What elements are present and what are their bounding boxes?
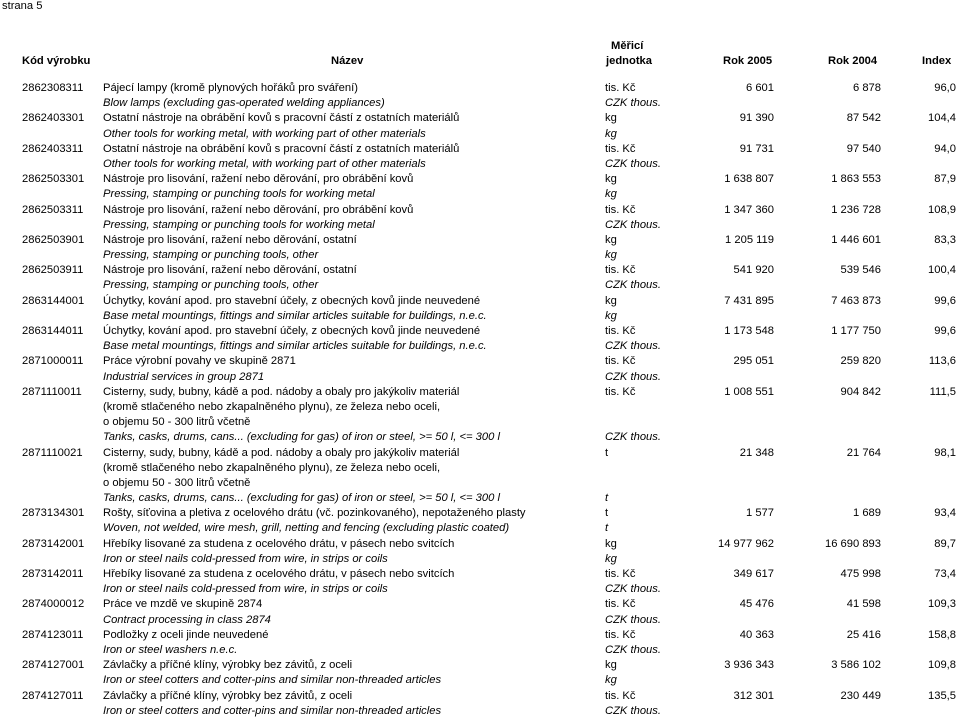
unit-cz: tis. Kč	[605, 355, 636, 368]
unit-cz: tis. Kč	[605, 598, 636, 611]
table-row	[0, 385, 960, 446]
unit-cz: t	[605, 507, 609, 520]
unit-en: kg	[605, 249, 617, 262]
table-row	[0, 172, 960, 202]
unit-cz: tis. Kč	[605, 264, 636, 277]
unit-en: kg	[605, 552, 617, 565]
name-cz: Nástroje pro lisování, ražení nebo děrování, pro obrábění kovů	[103, 173, 414, 186]
row-line	[0, 582, 960, 597]
row-line	[0, 689, 960, 704]
index-value: 109,8	[928, 659, 956, 672]
row-line	[0, 385, 960, 400]
row-line	[0, 613, 960, 628]
name-en: Contract processing in class 2874	[103, 613, 271, 626]
table-row	[0, 324, 960, 354]
header-rok-2004: Rok 2004	[828, 55, 878, 67]
name-cz: Nástroje pro lisování, ražení nebo děrování, ostatní	[103, 264, 357, 277]
unit-en: t	[605, 522, 609, 535]
value-2004: 7 463 873	[831, 294, 881, 307]
product-code: 2873142001	[22, 537, 85, 550]
row-line	[0, 157, 960, 172]
row-line	[0, 597, 960, 612]
index-value: 99,6	[934, 294, 956, 307]
value-2004: 259 820	[840, 355, 881, 368]
row-line	[0, 111, 960, 126]
row-line	[0, 354, 960, 369]
unit-cz: tis. Kč	[605, 568, 636, 580]
value-2004: 1 446 601	[831, 233, 881, 246]
name-cz: Cisterny, sudy, bubny, kádě a pod. nádoby a obaly pro jakýkoliv materiál	[103, 446, 460, 459]
row-line	[0, 96, 960, 111]
unit-cz: kg	[605, 112, 617, 125]
value-2005: 1 173 548	[724, 325, 774, 337]
table-row	[0, 628, 960, 658]
name-en: Woven, not welded, wire mesh, grill, netting and fencing (excluding plastic coated)	[103, 522, 510, 535]
page-label: strana 5	[2, 0, 43, 12]
value-2004: 16 690 893	[825, 537, 881, 550]
row-line	[0, 218, 960, 233]
name-cz: Hřebíky lisované za studena z ocelového drátu, v pásech nebo svitcích	[103, 537, 455, 550]
row-line	[0, 415, 960, 430]
name-en: Base metal mountings, fittings and similar articles suitable for buildings, n.e.c.	[103, 340, 487, 353]
unit-cz: kg	[605, 173, 617, 186]
table-row	[0, 567, 960, 597]
row-line	[0, 643, 960, 658]
value-2004: 230 449	[840, 689, 881, 702]
product-code: 2873134301	[22, 507, 85, 520]
name-en: Tanks, casks, drums, cans... (excluding for gas) of iron or steel, >= 50 l, <= 300 l	[103, 492, 500, 505]
name-cz: (kromě stlačeného nebo zkapalněného plynu), ze železa nebo oceli,	[103, 400, 441, 413]
index-value: 99,6	[934, 325, 956, 337]
name-cz: Úchytky, kování apod. pro stavební účely, z obecných kovů jinde neuvedené	[103, 325, 481, 337]
name-en: Iron or steel nails cold-pressed from wire, in strips or coils	[103, 552, 388, 565]
unit-en: CZK thous.	[605, 431, 661, 444]
product-code: 2862503311	[22, 203, 84, 216]
table-row	[0, 446, 960, 507]
index-value: 113,6	[928, 355, 956, 368]
index-value: 87,9	[934, 173, 956, 186]
name-cz: Závlačky a příčné klíny, výrobky bez závitů, z oceli	[103, 659, 353, 672]
unit-en: CZK thous.	[605, 583, 661, 596]
unit-cz: t	[605, 446, 609, 459]
name-cz: Práce ve mzdě ve skupině 2874	[103, 598, 263, 611]
product-code: 2871110021	[22, 446, 83, 459]
index-value: 100,4	[928, 264, 956, 277]
unit-en: CZK thous.	[605, 643, 661, 656]
row-line	[0, 203, 960, 218]
table-row	[0, 111, 960, 141]
unit-en: CZK thous.	[605, 704, 661, 717]
value-2005: 1 577	[746, 507, 774, 520]
value-2004: 87 542	[846, 112, 881, 125]
index-value: 111,5	[929, 385, 956, 398]
unit-cz: tis. Kč	[605, 385, 636, 398]
value-2005: 91 731	[739, 142, 774, 155]
name-cz: Ostatní nástroje na obrábění kovů s pracovní částí z ostatních materiálů	[103, 112, 460, 125]
unit-cz: kg	[605, 659, 617, 672]
value-2004: 475 998	[840, 568, 881, 580]
header-rok-2005: Rok 2005	[723, 55, 773, 67]
index-value: 104,4	[928, 112, 956, 125]
value-2005: 14 977 962	[718, 537, 774, 550]
value-2004: 904 842	[840, 385, 881, 398]
unit-cz: kg	[605, 294, 617, 307]
name-en: Iron or steel cotters and cotter-pins and similar non-threaded articles	[103, 704, 442, 717]
row-line	[0, 506, 960, 521]
name-cz: Nástroje pro lisování, ražení nebo děrování, pro obrábění kovů	[103, 203, 414, 216]
value-2005: 295 051	[733, 355, 774, 368]
product-code: 2874123011	[22, 628, 84, 641]
value-2005: 541 920	[733, 264, 774, 277]
unit-cz: tis. Kč	[605, 82, 636, 94]
name-en: Base metal mountings, fittings and similar articles suitable for buildings, n.e.c.	[103, 309, 487, 322]
value-2004: 1 689	[853, 507, 881, 520]
unit-cz: tis. Kč	[605, 203, 636, 216]
name-en: Iron or steel cotters and cotter-pins and similar non-threaded articles	[103, 674, 442, 687]
value-2004: 539 546	[840, 264, 881, 277]
name-cz: (kromě stlačeného nebo zkapalněného plynu), ze železa nebo oceli,	[103, 461, 441, 474]
index-value: 96,0	[934, 82, 956, 94]
table-row	[0, 506, 960, 536]
header-index: Index	[922, 55, 952, 67]
name-en: Blow lamps (excluding gas-operated welding appliances)	[103, 97, 385, 110]
value-2005: 312 301	[733, 689, 774, 702]
value-2004: 3 586 102	[831, 659, 881, 672]
row-line	[0, 446, 960, 461]
row-line	[0, 233, 960, 248]
header-code: Kód výrobku	[22, 55, 91, 67]
name-en: Pressing, stamping or punching tools for working metal	[103, 218, 375, 231]
value-2005: 45 476	[739, 598, 774, 611]
row-line	[0, 628, 960, 643]
name-cz: Cisterny, sudy, bubny, kádě a pod. nádoby a obaly pro jakýkoliv materiál	[103, 385, 460, 398]
value-2004: 41 598	[846, 598, 881, 611]
name-en: Pressing, stamping or punching tools, other	[103, 279, 319, 292]
unit-en: CZK thous.	[605, 218, 661, 231]
value-2005: 349 617	[733, 568, 774, 580]
row-line	[0, 461, 960, 476]
name-en: Iron or steel washers n.e.c.	[103, 643, 238, 656]
index-value: 109,3	[928, 598, 956, 611]
index-value: 83,3	[934, 233, 956, 246]
name-en: Tanks, casks, drums, cans... (excluding for gas) of iron or steel, >= 50 l, <= 300 l	[103, 431, 500, 444]
product-code: 2862503911	[22, 264, 84, 277]
row-line	[0, 187, 960, 202]
name-cz: Nástroje pro lisování, ražení nebo děrování, ostatní	[103, 233, 357, 246]
value-2005: 7 431 895	[724, 294, 774, 307]
row-line	[0, 476, 960, 491]
unit-cz: tis. Kč	[605, 628, 636, 641]
value-2004: 97 540	[846, 142, 881, 155]
row-line	[0, 324, 960, 339]
table-row	[0, 81, 960, 111]
value-2005: 1 638 807	[724, 173, 774, 186]
name-en: Pressing, stamping or punching tools for working metal	[103, 188, 375, 201]
row-line	[0, 263, 960, 278]
table-row	[0, 597, 960, 627]
value-2004: 25 416	[846, 628, 881, 641]
table-row	[0, 263, 960, 293]
name-cz: Rošty, síťovina a pletiva z ocelového drátu (vč. pozinkovaného), nepotaženého plasty	[103, 507, 526, 520]
row-line	[0, 552, 960, 567]
table-row	[0, 233, 960, 263]
value-2005: 1 205 119	[725, 233, 774, 246]
unit-en: CZK thous.	[605, 97, 661, 110]
unit-en: kg	[605, 188, 617, 201]
name-cz: Úchytky, kování apod. pro stavební účely, z obecných kovů jinde neuvedené	[103, 294, 481, 307]
name-en: Industrial services in group 2871	[103, 370, 265, 383]
index-value: 158,8	[928, 628, 956, 641]
name-cz: o objemu 50 - 300 litrů včetně	[103, 416, 251, 429]
name-cz: Ostatní nástroje na obrábění kovů s pracovní částí z ostatních materiálů	[103, 142, 460, 155]
name-en: Other tools for working metal, with working part of other materials	[103, 127, 426, 140]
row-line	[0, 370, 960, 385]
row-line	[0, 430, 960, 445]
name-cz: Pájecí lampy (kromě plynových hořáků pro sváření)	[103, 82, 358, 94]
index-value: 135,5	[928, 689, 956, 702]
product-code: 2863144011	[22, 325, 84, 337]
name-cz: o objemu 50 - 300 litrů včetně	[103, 476, 251, 489]
row-line	[0, 81, 960, 96]
row-line	[0, 521, 960, 536]
product-code: 2871110011	[22, 385, 82, 398]
value-2005: 21 348	[739, 446, 774, 459]
unit-en: kg	[605, 309, 617, 322]
value-2005: 3 936 343	[724, 659, 774, 672]
index-value: 93,4	[934, 507, 956, 520]
index-value: 98,1	[934, 446, 956, 459]
name-cz: Podložky z oceli jinde neuvedené	[103, 628, 269, 641]
row-line	[0, 400, 960, 415]
value-2005: 1 008 551	[724, 385, 774, 398]
value-2004: 21 764	[846, 446, 881, 459]
unit-en: CZK thous.	[605, 157, 661, 170]
unit-en: CZK thous.	[605, 340, 661, 353]
row-line	[0, 172, 960, 187]
table-body	[0, 81, 960, 719]
unit-en: CZK thous.	[605, 370, 661, 383]
product-code: 2862308311	[22, 82, 84, 94]
product-code: 2874127001	[22, 659, 85, 672]
value-2005: 6 601	[746, 82, 774, 94]
table-row	[0, 354, 960, 384]
table-row	[0, 203, 960, 233]
name-en: Iron or steel nails cold-pressed from wire, in strips or coils	[103, 583, 388, 596]
value-2005: 91 390	[739, 112, 774, 125]
unit-en: CZK thous.	[605, 613, 661, 626]
index-value: 94,0	[934, 142, 956, 155]
name-cz: Hřebíky lisované za studena z ocelového drátu, v pásech nebo svitcích	[103, 568, 455, 580]
product-code: 2874127011	[22, 689, 84, 702]
value-2004: 1 236 728	[831, 203, 881, 216]
row-line	[0, 339, 960, 354]
index-value: 73,4	[934, 568, 956, 580]
product-code: 2862403301	[22, 112, 85, 125]
unit-cz: kg	[605, 537, 617, 550]
product-code: 2871000011	[22, 355, 84, 368]
name-en: Other tools for working metal, with working part of other materials	[103, 157, 426, 170]
value-2005: 1 347 360	[724, 203, 774, 216]
row-line	[0, 567, 960, 582]
name-cz: Závlačky a příčné klíny, výrobky bez závitů, z oceli	[103, 689, 353, 702]
value-2004: 6 878	[853, 82, 881, 94]
product-code: 2862503901	[22, 233, 85, 246]
product-code: 2862503301	[22, 173, 85, 186]
value-2005: 40 363	[739, 628, 774, 641]
table-row	[0, 689, 960, 719]
row-line	[0, 294, 960, 309]
table-row	[0, 537, 960, 567]
unit-cz: tis. Kč	[605, 689, 636, 702]
index-value: 89,7	[934, 537, 956, 550]
row-line	[0, 278, 960, 293]
row-line	[0, 537, 960, 552]
row-line	[0, 309, 960, 324]
header-unit-line2: jednotka	[606, 55, 653, 67]
row-line	[0, 658, 960, 673]
index-value: 108,9	[928, 203, 956, 216]
product-code: 2874000012	[22, 598, 85, 611]
unit-en: kg	[605, 127, 617, 140]
unit-en: t	[605, 492, 609, 505]
name-en: Pressing, stamping or punching tools, other	[103, 249, 319, 262]
unit-en: CZK thous.	[605, 279, 661, 292]
product-code: 2862403311	[22, 142, 84, 155]
row-line	[0, 127, 960, 142]
unit-cz: tis. Kč	[605, 325, 636, 337]
table-row	[0, 142, 960, 172]
name-cz: Práce výrobní povahy ve skupině 2871	[103, 355, 296, 368]
table-row	[0, 294, 960, 324]
value-2004: 1 177 750	[831, 325, 881, 337]
product-code: 2863144001	[22, 294, 85, 307]
row-line	[0, 142, 960, 157]
unit-en: kg	[605, 674, 617, 687]
row-line	[0, 248, 960, 263]
row-line	[0, 491, 960, 506]
header-unit-line1: Měřicí	[611, 40, 644, 52]
product-code: 2873142011	[22, 568, 84, 580]
value-2004: 1 863 553	[831, 173, 881, 186]
row-line	[0, 673, 960, 688]
unit-cz: kg	[605, 233, 617, 246]
header-name: Název	[331, 55, 364, 67]
unit-cz: tis. Kč	[605, 142, 636, 155]
table-row	[0, 658, 960, 688]
